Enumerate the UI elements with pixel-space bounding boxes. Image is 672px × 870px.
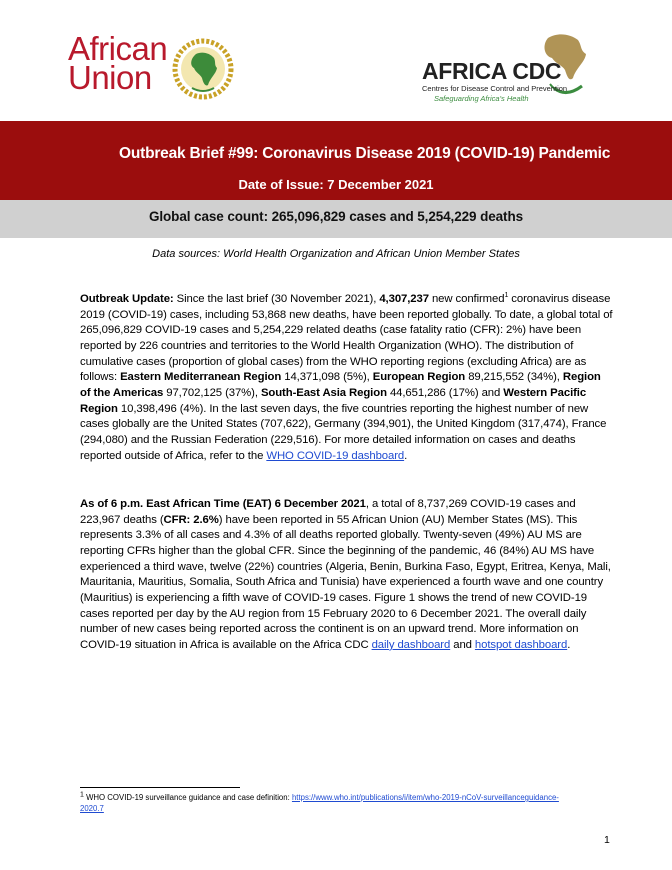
region-name: Western Pacific Region [80, 386, 587, 415]
au-wordmark [68, 30, 168, 96]
daily-dashboard-link[interactable]: daily dashboard [371, 638, 451, 651]
text-run: new confirmed [428, 293, 505, 305]
africa-cdc-logo [422, 28, 612, 104]
outbreak-update-paragraph [80, 292, 614, 464]
who-guidance-link[interactable]: https://www.who.int/publications/i/item/who-2019-nCoV-surveillanceguidance-2020.7 [80, 793, 559, 813]
footnote-divider [80, 787, 240, 788]
text-run: . [567, 638, 571, 651]
footnote-text: WHO COVID-19 surveillance guidance and case definition: [83, 793, 292, 802]
africa-cfr: CFR: 2.6% [163, 513, 219, 526]
footnote [80, 792, 580, 814]
region-value: 44,651,286 (17%) and [386, 386, 504, 399]
region-value: 89,215,552 (34%), [465, 371, 563, 384]
new-cases-count: 4,307,237 [379, 293, 429, 305]
text-run: and [450, 638, 475, 651]
africa-situation-paragraph [80, 497, 614, 654]
issue-date: Date of Issue: 7 December 2021 [238, 177, 434, 192]
text-run: . [404, 449, 408, 462]
global-case-count: Global case count: 265,096,829 cases and 5,254,229 deaths [148, 209, 523, 224]
title-banner [0, 121, 672, 200]
au-emblem-icon [172, 38, 234, 100]
cdc-title: AFRICA CDC [422, 58, 562, 84]
region-name: Eastern Mediterranean Region [120, 371, 282, 384]
african-union-logo [68, 30, 238, 100]
who-dashboard-link[interactable]: WHO COVID-19 dashboard [266, 449, 405, 462]
page-number: 1 [604, 834, 610, 846]
cdc-tagline: Safeguarding Africa's Health [434, 94, 529, 103]
region-name: South-East Asia Region [260, 386, 387, 399]
au-wordmark-line2: Union [68, 59, 152, 96]
brief-title: Outbreak Brief #99: Coronavirus Disease 2019 (COVID-19) Pandemic [119, 145, 611, 162]
region-name: European Region [372, 371, 466, 384]
footnote-ref: 1 [504, 292, 509, 300]
cdc-subtitle: Centres for Disease Control and Prevention [422, 84, 568, 93]
data-sources: Data sources: World Health Organization and African Union Member States [152, 248, 520, 260]
region-value: 10,398,496 (4%). In the last seven days, the five countries reporting the highest number of new cases globally are the United States (707,622), Germany (394,901), the United Kingdom (317,474), France (294,080) and the Russian Federation (229,516). For more detailed information on cases and deaths reported outside of Africa, refer to the [80, 402, 607, 462]
outbreak-update-label: Outbreak Update: [80, 293, 174, 305]
region-value: 14,371,098 (5%), [281, 371, 373, 384]
region-value: 97,702,125 (37%), [163, 386, 261, 399]
footnote-marker: 1 [80, 791, 84, 799]
text-run: , a total of 8,737,269 COVID-19 cases and 223,967 deaths ( [80, 498, 576, 526]
hotspot-dashboard-link[interactable]: hotspot dashboard [474, 638, 568, 651]
au-wordmark-line1: African [68, 30, 168, 67]
as-of-date: As of 6 p.m. East African Time (EAT) 6 December 2021 [80, 498, 366, 510]
text-run: Since the last brief (30 November 2021), [173, 293, 380, 305]
region-name: Region of the Americas [80, 371, 601, 399]
text-run: ) have been reported in 55 African Union (AU) Member States (MS). This represents 3.3% of all cases and 4.3% of all deaths reported globally. Twenty-seven (49%) AU MS are reporting CFRs higher than the global CFR. Since the beginning of the pandemic, 46 (84%) AU MS have experienced a third wave, twelve (22%) countries (Algeria, Benin, Burkina Faso, Egypt, Eritrea, Kenya, Mali, Mauritania, Mauritius, Somalia, South Africa and Tunisia) have experienced a fourth wave and one country (Mauritius) is experiencing a fifth wave of COVID-19 cases. Figure 1 shows the trend of new COVID-19 cases reported per day by the AU region from 15 February 2020 to 6 December 2021. The overall daily number of new cases being reported across the continent is on an upward trend. More information on COVID-19 situation in Africa is available on the Africa CDC [80, 513, 611, 651]
text-run: coronavirus disease 2019 (COVID-19) cases, including 53,868 new deaths, have been reported globally. To date, a global total of 265,096,829 COVID-19 cases and 5,254,229 related deaths (case fatality ratio (CFR): 2%) have been reported by 226 countries and territories to the World Health Organization (WHO). The distribution of cumulative cases (proportion of global cases) from the WHO reporting regions (excluding Africa) are as follows: [80, 293, 613, 384]
global-count-bar [0, 200, 672, 238]
